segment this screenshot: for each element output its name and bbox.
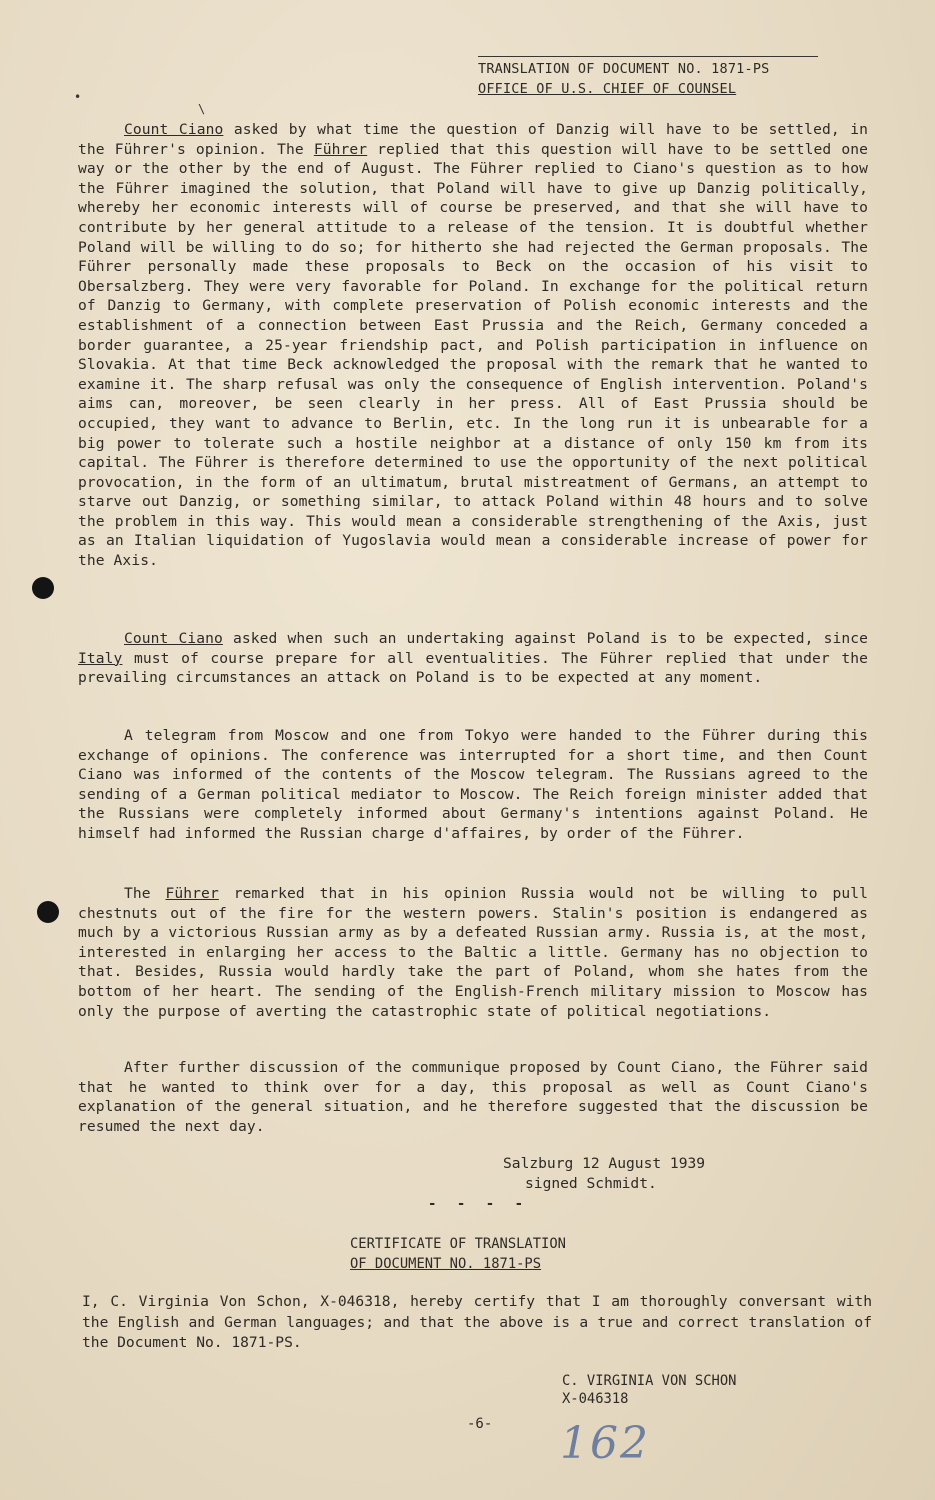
fuhrer-underlined: Führer	[165, 885, 219, 902]
certificate-title-line2: OF DOCUMENT NO. 1871-PS	[350, 1256, 542, 1272]
punch-hole-icon	[37, 901, 59, 923]
certificate-title	[350, 1234, 566, 1274]
translator-signature	[562, 1372, 736, 1408]
count-ciano-underlined: Count Ciano	[124, 630, 223, 647]
paragraph-2: Count Ciano asked when such an undertaking against Poland is to be expected, since Italy must of course prepare for all eventualities. The Führer replied that under the prevailing circumstances an attack on Poland is to be expected at any moment.	[78, 630, 869, 687]
paragraph-1: Count Ciano asked by what time the question of Danzig will have to be settled, in the Führer's opinion. The Führer replied that this question will have to be settled one way or the other by the end of August. The Führer replied to Ciano's question as to how the Führer imagined the solution, that Poland will have to give up Danzig politically, whereby her economic interests will of course be preserved, and that she will have to contribute by her general attitude to a release of the tension. It is doubtful whether Poland will be willing to do so; for hitherto she had rejected the German proposals. The Führer personally made these proposals to Beck on the occasion of his visit to Obersalzberg. They were very favorable for Poland. In exchange for the political return of Danzig to Germany, with complete preservation of Polish economic interests and the establishment of a connection between East Prussia and the Reich, Germany conceded a border guarantee, a 25-year friendship pact, and Polish participation in influence on Slovakia. At that time Beck acknowledged the proposal with the remark that he wanted to examine it. The sharp refusal was only the consequence of English intervention. Poland's aims can, moreover, be seen clearly in her press. All of East Prussia should be occupied, they want to advance to Berlin, etc. In the long run it is unbearable for a big power to tolerate such a hostile neighbor at a distance of only 150 km from its capital. The Führer is therefore determined to use the opportunity of the next political provocation, in the form of an ultimatum, brutal mistreatment of Germans, an attempt to starve out Danzig, or something similar, to attack Poland within 48 hours and to solve the problem in this way. This would mean a considerable strengthening of the Axis, just as an Italian liquidation of Yugoslavia would mean a considerable increase of power for the Axis.	[78, 121, 868, 570]
handwritten-page-number: 162	[560, 1418, 650, 1469]
certificate-title-line1: CERTIFICATE OF TRANSLATION	[350, 1236, 566, 1252]
place-date: Salzburg 12 August 1939	[503, 1155, 706, 1172]
header-rule	[478, 56, 818, 57]
punch-hole-icon	[32, 577, 54, 599]
translator-id: X-046318	[562, 1391, 629, 1407]
pen-mark: \	[198, 102, 206, 116]
paragraph-4: The Führer remarked that in his opinion Russia would not be willing to pull chestnuts out of the fire for the western powers. Stalin's position is endangered as much by a victorious Russian army as by a defeated Russian army. Russia is, at the most, interested in enlarging her access to the Baltic a little. Germany has no objection to that. Besides, Russia would hardly take the part of Poland, whom she hates from the bottom of her heart. The sending of the English-French military mission to Moscow has only the purpose of averting the catastrophic state of political negotiations.	[78, 885, 868, 1020]
section-separator: - - - -	[428, 1196, 530, 1212]
fuhrer-underlined: Führer	[313, 140, 368, 158]
signed-by: signed Schmidt.	[525, 1175, 657, 1192]
header-translation-line: TRANSLATION OF DOCUMENT NO. 1871-PS	[478, 61, 770, 77]
italy-underlined: Italy	[78, 649, 123, 667]
paragraph-5: After further discussion of the communique proposed by Count Ciano, the Führer said that he wanted to think over for a day, this proposal as well as Count Ciano's explanation of the general situation, and he therefore suggested that the discussion be resumed the next day.	[78, 1059, 868, 1135]
signature-block	[503, 1154, 705, 1194]
header-office-line: OFFICE OF U.S. CHIEF OF COUNSEL	[478, 81, 737, 97]
paragraph-3: A telegram from Moscow and one from Tokyo were handed to the Führer during this exchange of opinions. The conference was interrupted for a short time, and then Count Ciano was informed of the contents of the Moscow telegram. The Russians agreed to the sending of a German political mediator to Moscow. The Reich foreign minister added that the Russians were completely informed about Germany's intentions against Poland. He himself had informed the Russian charge d'affaires, by order of the Führer.	[78, 727, 868, 842]
translator-name: C. VIRGINIA VON SCHON	[562, 1373, 737, 1389]
document-header	[478, 56, 818, 99]
dot-mark: •	[74, 90, 82, 104]
page-number: -6-	[467, 1416, 493, 1432]
certificate-body: I, C. Virginia Von Schon, X-046318, hereby certify that I am thoroughly conversant with the English and German languages; and that the above is a true and correct translation of the Document No. 1871-PS.	[82, 1293, 872, 1351]
count-ciano-underlined: Count Ciano	[124, 121, 224, 138]
